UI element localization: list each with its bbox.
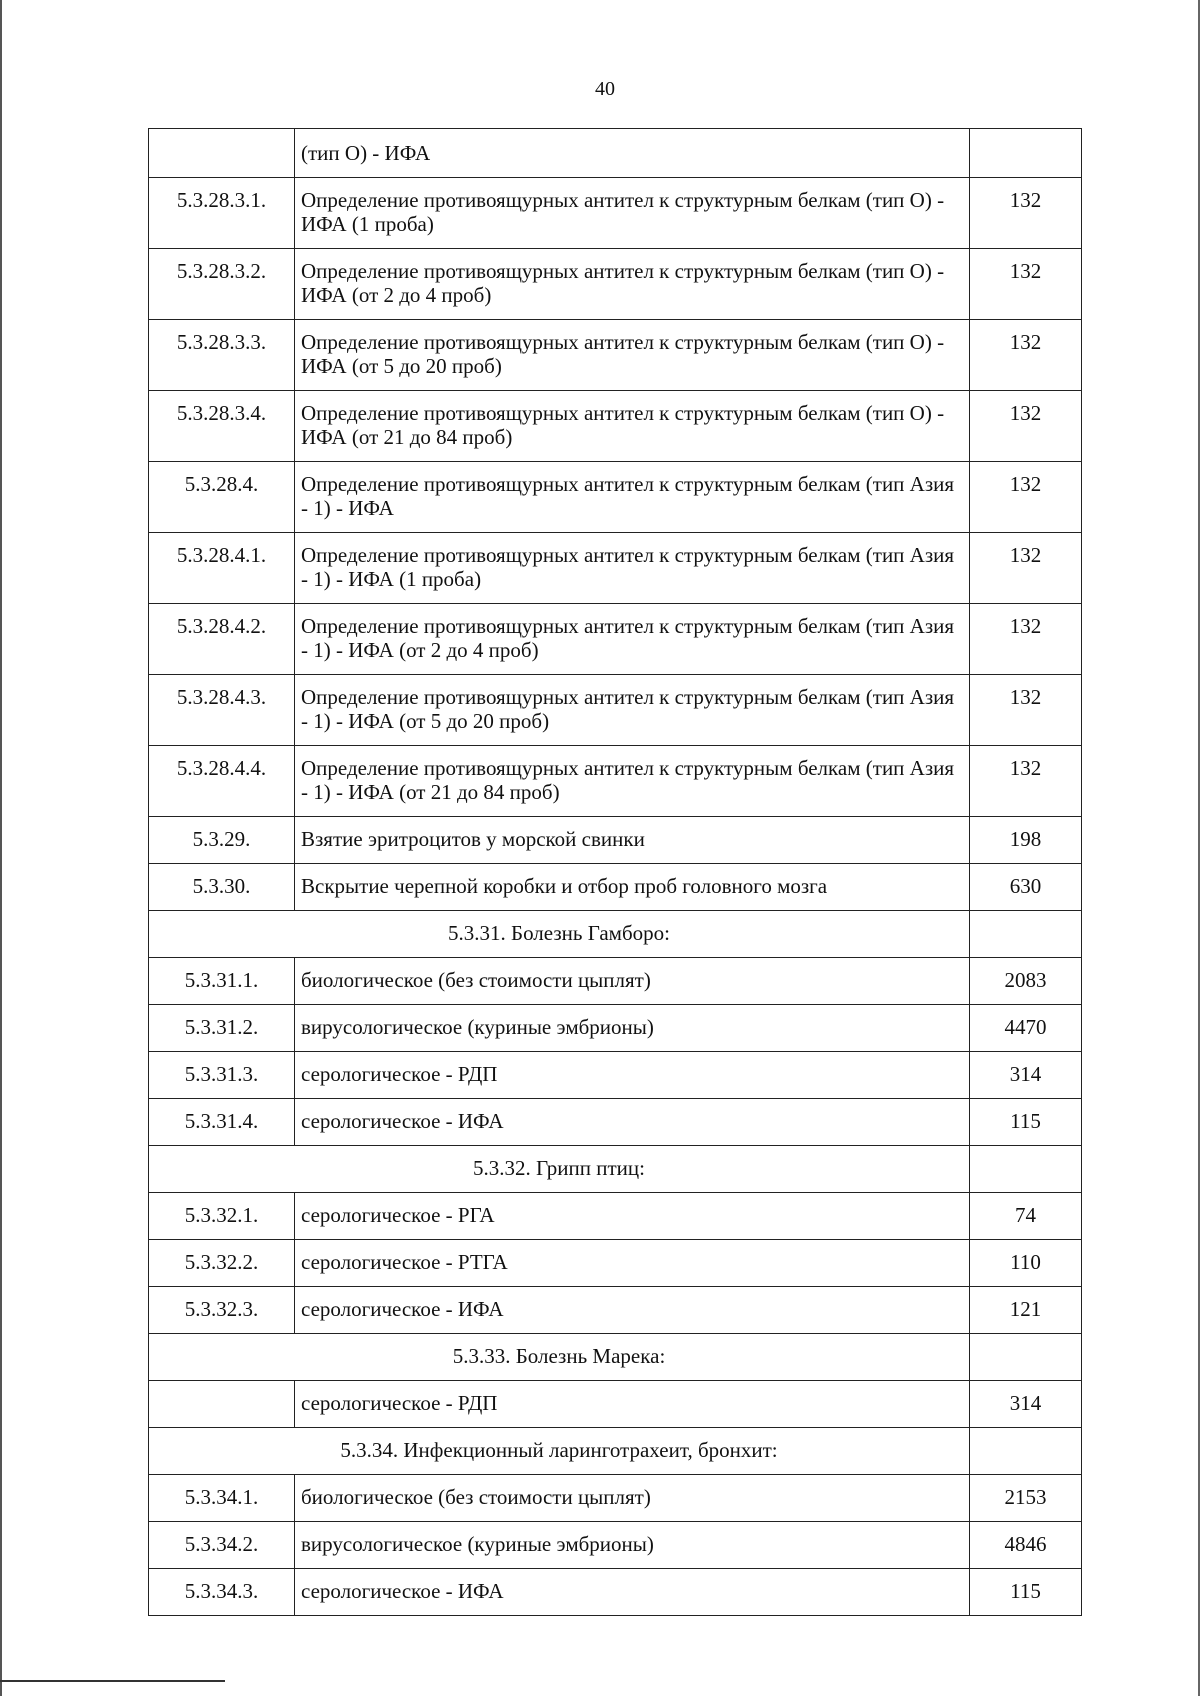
section-title: 5.3.34. Инфекционный ларинготрахеит, бронхит: [149,1428,970,1475]
cell-code: 5.3.32.3. [149,1287,295,1334]
cell-name: серологическое - РДП [295,1052,970,1099]
cell-code: 5.3.28.4. [149,462,295,533]
table-row [149,817,1082,864]
cell-name: серологическое - ИФА [295,1569,970,1616]
cell-code: 5.3.32.2. [149,1240,295,1287]
cell-code: 5.3.31.4. [149,1099,295,1146]
cell-value [970,1428,1082,1475]
cell-name: (тип О) - ИФА [295,129,970,178]
cell-code: 5.3.28.3.4. [149,391,295,462]
cell-code: 5.3.34.1. [149,1475,295,1522]
table-row [149,1005,1082,1052]
cell-code: 5.3.31.2. [149,1005,295,1052]
cell-value: 110 [970,1240,1082,1287]
section-title: 5.3.33. Болезнь Марека: [149,1334,970,1381]
cell-value [970,129,1082,178]
cell-code [149,1381,295,1428]
cell-value: 132 [970,462,1082,533]
table-section-row [149,1146,1082,1193]
cell-value: 132 [970,604,1082,675]
cell-value: 132 [970,675,1082,746]
cell-name: Определение противоящурных антител к структурным белкам (тип Азия - 1) - ИФА [295,462,970,533]
cell-name: вирусологическое (куриные эмбрионы) [295,1005,970,1052]
cell-value: 132 [970,391,1082,462]
cell-value: 198 [970,817,1082,864]
cell-value: 630 [970,864,1082,911]
cell-code: 5.3.32.1. [149,1193,295,1240]
cell-code [149,129,295,178]
table-row [149,1240,1082,1287]
cell-name: вирусологическое (куриные эмбрионы) [295,1522,970,1569]
table-section-row [149,1334,1082,1381]
cell-value: 314 [970,1381,1082,1428]
cell-code: 5.3.34.2. [149,1522,295,1569]
table-row [149,675,1082,746]
cell-code: 5.3.28.3.1. [149,178,295,249]
cell-value: 314 [970,1052,1082,1099]
cell-name: Определение противоящурных антител к структурным белкам (тип О) - ИФА (от 2 до 4 проб) [295,249,970,320]
table-section-row [149,911,1082,958]
cell-code: 5.3.28.4.3. [149,675,295,746]
cell-name: Взятие эритроцитов у морской свинки [295,817,970,864]
table-row [149,533,1082,604]
scan-edge-bottom [0,1680,225,1682]
cell-name: Определение противоящурных антител к структурным белкам (тип Азия - 1) - ИФА (1 проба) [295,533,970,604]
cell-code: 5.3.29. [149,817,295,864]
cell-code: 5.3.28.3.2. [149,249,295,320]
cell-value [970,1334,1082,1381]
cell-name: Определение противоящурных антител к структурным белкам (тип Азия - 1) - ИФА (от 21 до 84 проб) [295,746,970,817]
cell-code: 5.3.28.4.1. [149,533,295,604]
cell-name: серологическое - ИФА [295,1287,970,1334]
table-row [149,1287,1082,1334]
cell-value: 132 [970,320,1082,391]
table-section-row [149,1428,1082,1475]
cell-value: 132 [970,533,1082,604]
scan-edge-left [0,0,2,1696]
cell-value [970,911,1082,958]
cell-name: серологическое - РДП [295,1381,970,1428]
cell-code: 5.3.28.3.3. [149,320,295,391]
cell-name: серологическое - РТГА [295,1240,970,1287]
cell-name: серологическое - ИФА [295,1099,970,1146]
table-row [149,1381,1082,1428]
cell-code: 5.3.31.1. [149,958,295,1005]
cell-value [970,1146,1082,1193]
table-row [149,1475,1082,1522]
cell-name: Определение противоящурных антител к структурным белкам (тип О) - ИФА (от 5 до 20 проб) [295,320,970,391]
cell-code: 5.3.34.3. [149,1569,295,1616]
cell-name: биологическое (без стоимости цыплят) [295,958,970,1005]
table-row [149,746,1082,817]
page-number: 40 [595,78,615,100]
cell-name: Определение противоящурных антител к структурным белкам (тип О) - ИФА (от 21 до 84 проб) [295,391,970,462]
table-row [149,1052,1082,1099]
cell-name: Определение противоящурных антител к структурным белкам (тип О) - ИФА (1 проба) [295,178,970,249]
price-table [148,128,1082,1616]
table-row [149,958,1082,1005]
cell-value: 132 [970,249,1082,320]
table-row [149,320,1082,391]
cell-value: 132 [970,178,1082,249]
cell-code: 5.3.28.4.4. [149,746,295,817]
cell-value: 132 [970,746,1082,817]
cell-name: биологическое (без стоимости цыплят) [295,1475,970,1522]
table-row [149,1569,1082,1616]
cell-value: 4846 [970,1522,1082,1569]
cell-name: Вскрытие черепной коробки и отбор проб головного мозга [295,864,970,911]
cell-code: 5.3.31.3. [149,1052,295,1099]
cell-value: 4470 [970,1005,1082,1052]
table-row [149,1193,1082,1240]
cell-name: Определение противоящурных антител к структурным белкам (тип Азия - 1) - ИФА (от 5 до 20 проб) [295,675,970,746]
table-row [149,462,1082,533]
table-row [149,864,1082,911]
cell-value: 2083 [970,958,1082,1005]
table-row-continuation [149,129,1082,178]
cell-name: серологическое - РГА [295,1193,970,1240]
cell-value: 121 [970,1287,1082,1334]
cell-name: Определение противоящурных антител к структурным белкам (тип Азия - 1) - ИФА (от 2 до 4 проб) [295,604,970,675]
cell-code: 5.3.28.4.2. [149,604,295,675]
cell-value: 115 [970,1099,1082,1146]
table-body [149,129,1082,1616]
cell-code: 5.3.30. [149,864,295,911]
table-row [149,178,1082,249]
table-row [149,604,1082,675]
table-row [149,1522,1082,1569]
cell-value: 74 [970,1193,1082,1240]
table-row [149,391,1082,462]
cell-value: 2153 [970,1475,1082,1522]
section-title: 5.3.32. Грипп птиц: [149,1146,970,1193]
section-title: 5.3.31. Болезнь Гамборо: [149,911,970,958]
cell-value: 115 [970,1569,1082,1616]
table-row [149,1099,1082,1146]
table-row [149,249,1082,320]
